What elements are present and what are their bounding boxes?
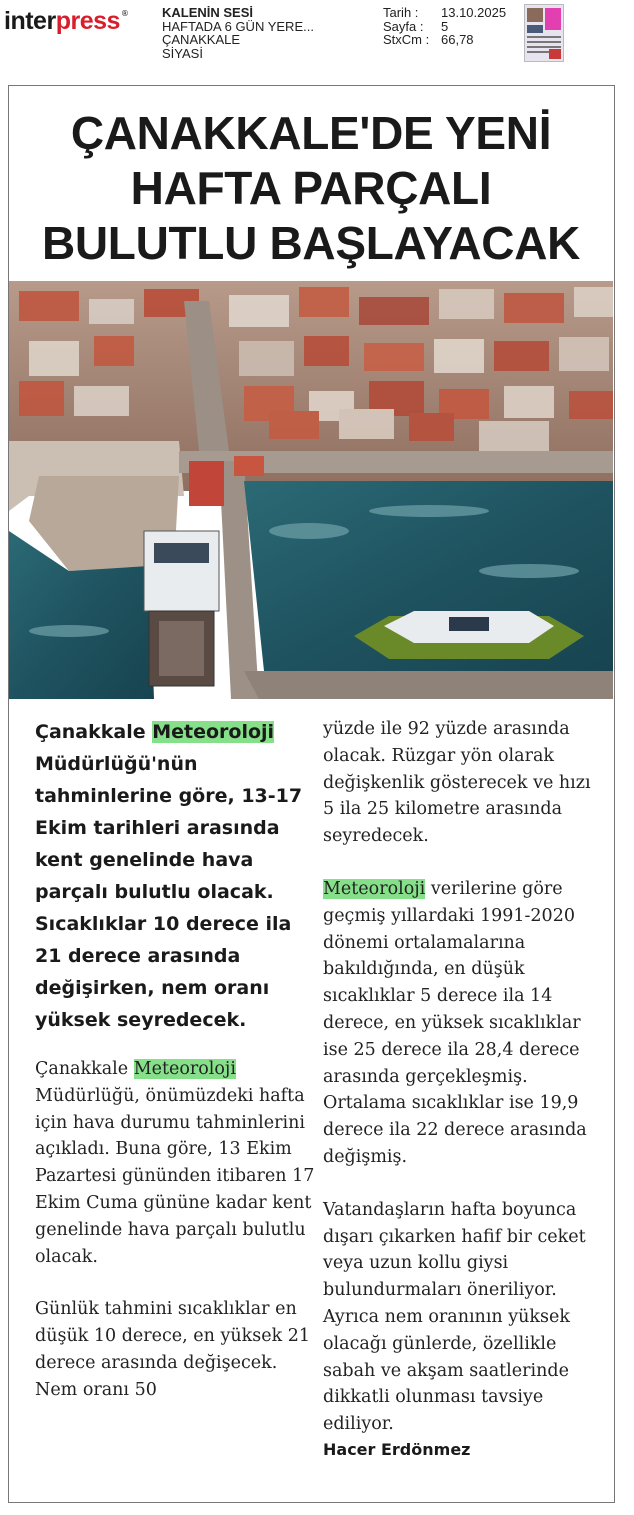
meta-page-label: Sayfa : xyxy=(383,18,424,34)
article-paragraph-1: Çanakkale Meteoroloji Müdürlüğü, önümüzdeki hafta için hava durumu tahminlerini açıkladı. Buna göre, 13 Ekim Pazartesi gününden itibaren 17 Ekim Cuma gününe kadar kent genelinde hava parçalı bulutlu olacak. xyxy=(35,1059,315,1267)
highlight-meteoroloji: Meteoroloji xyxy=(323,878,426,899)
highlight-meteoroloji: Meteoroloji xyxy=(152,721,275,743)
registered-mark: ® xyxy=(120,9,129,18)
article-column-right xyxy=(323,716,603,1462)
meta-date-label: Tarih : xyxy=(383,5,419,20)
meta-page-row xyxy=(383,20,506,34)
meta-page-value: 5 xyxy=(441,18,449,34)
headline-line-1: ÇANAKKALE'DE YENİ xyxy=(70,107,552,159)
article-paragraph-2b: yüzde ile 92 yüzde arasında olacak. Rüzgar yön olarak değişkenlik gösterecek ve hızı 5 ila 25 kilometre arasında seyredecek. xyxy=(323,719,591,847)
meta-stxcm-value: 66,78 xyxy=(441,32,474,47)
article-paragraph-2a: Günlük tahmini sıcaklıklar en düşük 10 derece, en yüksek 21 derece arasında değişecek. Nem oranı 50 xyxy=(35,1299,311,1400)
publication-name: KALENİN SESİ xyxy=(162,5,254,20)
logo-main-text: inter xyxy=(4,7,56,35)
meta-stxcm-label: StxCm : xyxy=(383,32,430,47)
interpress-logo xyxy=(4,6,129,38)
article-paragraph-3: Meteoroloji verilerine göre geçmiş yıllardaki 1991-2020 dönemi ortalamalarına bakıldığında, en düşük sıcaklıklar 5 derece ila 14 derece, en yüksek sıcaklıklar ise 25 derece ila 28,4 derece arasında gerçekleşmiş. Ortalama sıcaklıklar ise 19,9 derece ila 22 derece arasında değişmiş. xyxy=(323,878,587,1167)
article-paragraph-4: Vatandaşların hafta boyunca dışarı çıkarken hafif bir ceket veya uzun kollu giysi bulundurmaları öneriliyor. Ayrıca nem oranının yüksek olacağı günlerde, özellikle sabah ve akşam saatlerinde dikkatli olunması tavsiye ediliyor. xyxy=(323,1199,586,1435)
headline-line-3: BULUTLU BAŞLAYACAK xyxy=(41,217,581,269)
meta-stxcm-row xyxy=(383,33,506,47)
highlight-meteoroloji: Meteoroloji xyxy=(133,1059,236,1079)
article-byline: Hacer Erdönmez xyxy=(323,1439,471,1459)
article-clipping xyxy=(8,85,615,1503)
article-column-left xyxy=(35,716,315,1430)
publication-info xyxy=(162,6,314,60)
article-lead: Çanakkale Meteoroloji Müdürlüğü'nün tahminlerine göre, 13-17 Ekim tarihleri arasında kent genelinde hava parçalı bulutlu olacak. Sıcaklıklar 10 derece ila 21 derece arasında değişirken, nem oranı yüksek seyredecek. xyxy=(35,721,303,1031)
aerial-harbor-photo xyxy=(9,281,613,699)
meta-date-row xyxy=(383,6,506,20)
clipping-header xyxy=(0,0,634,80)
publication-category: SİYASİ xyxy=(162,45,203,61)
meta-date-value: 13.10.2025 xyxy=(441,5,507,20)
logo-accent-text: press xyxy=(55,7,120,35)
publication-frequency: HAFTADA 6 GÜN YERE... xyxy=(162,18,314,34)
article-headline xyxy=(9,106,613,271)
publication-region: ÇANAKKALE xyxy=(162,32,241,47)
clipping-meta xyxy=(383,6,506,47)
headline-line-2: HAFTA PARÇALI xyxy=(130,162,492,214)
page-thumbnail[interactable] xyxy=(524,4,564,62)
